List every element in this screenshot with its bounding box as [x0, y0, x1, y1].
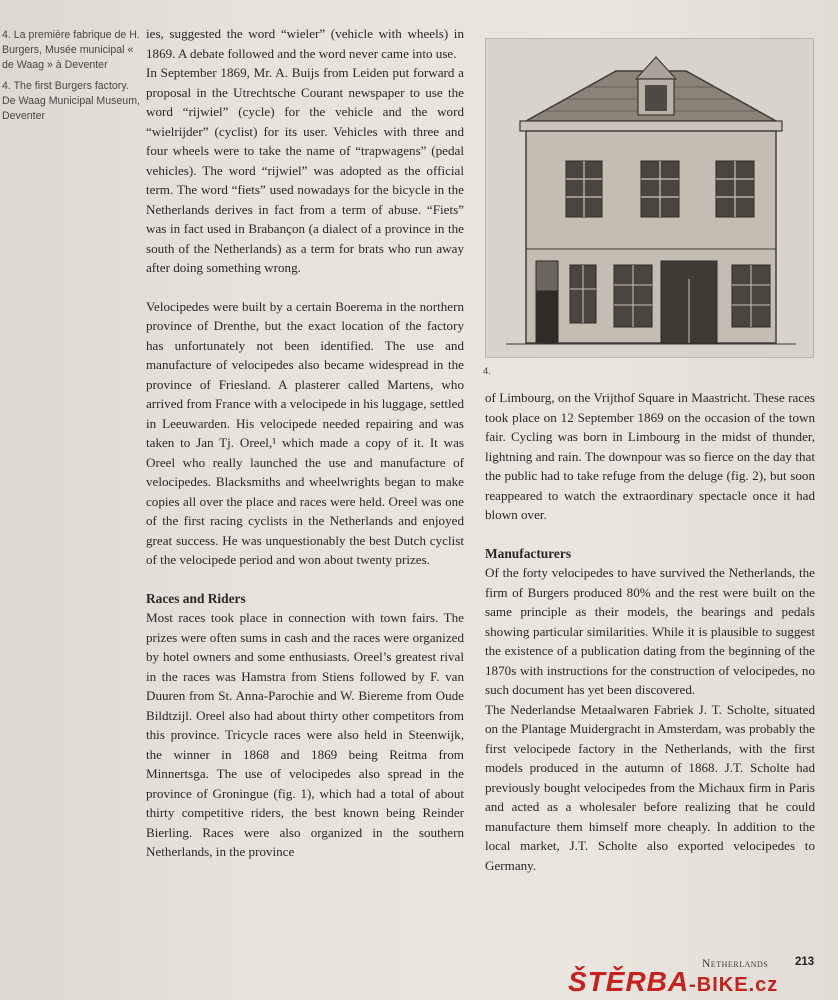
paragraph-word-wieler: ies, suggested the word “wieler” (vehicle with wheels) in 1869. A debate followed and the word never came into use.: [146, 26, 464, 61]
caption-english: 4. The first Burgers factory. De Waag Municipal Museum, Deventer: [2, 80, 140, 122]
caption-french: 4. La première fabrique de H. Burgers, Musée municipal « de Waag » à Deventer: [2, 29, 140, 71]
heading-races-and-riders: Races and Riders: [146, 590, 246, 606]
paragraph-forty-velocipedes: Of the forty velocipedes to have survived the Netherlands, the firm of Burgers produced 80% and the rest were built on the same principle as their models, the bearings and pedals showing particular similarities. While it is plausible to suggest the existence of a publication dating from the beginning of the 1870s with instructions for the construction of velocipedes, no such document has yet been discovered.: [485, 565, 815, 697]
watermark-sub: -BIKE.cz: [689, 974, 779, 996]
heading-manufacturers: Manufacturers: [485, 545, 572, 561]
figure-burgers-factory-drawing: [485, 38, 814, 358]
paragraph-scholte: The Nederlandse Metaalwaren Fabriek J. T. Scholte, situated on the Plantage Muidergracht in Amsterdam, was probably the first velocipede factory in the Netherlands, with the first models produced in the autumn of 1868. J.T. Scholte had previously bought velocipedes from the Michaux firm in Paris and acted as a wholesaler before realizing that he could manufacture them himself more cheaply. In addition to the local market, J.T. Scholte also exported velocipedes to Germany.: [485, 701, 815, 873]
paragraph-boerema: Velocipedes were built by a certain Boerema in the northern province of Drenthe, but the exact location of the factory has unfortunately not been identified. The use and manufacture of velocipedes also became widespread in the province of Friesland. A plasterer called Martens, who arrived from France with a velocipede in his luggage, settled in Leeuwarden. His velocipede needed repairing and was taken to Jan Tj. Oreel,¹ which made a copy of it. It was Oreel who really launched the use and manufacture of velocipedes. Blacksmiths and wheelwrights began to make copies all over the place and races were held. Oreel was one of the first racing cyclists in the Netherlands and enjoyed great success. He was unquestionably the best Dutch cyclist of the velocipede period and won about twenty prizes.: [146, 298, 464, 567]
figure-label: 4.: [483, 366, 491, 377]
factory-building-illustration: [486, 39, 813, 357]
left-text-column: [146, 24, 464, 862]
right-text-column: [485, 388, 815, 875]
running-head: Netherlands: [702, 958, 769, 970]
paragraph-races: Most races took place in connection with town fairs. The prizes were often sums in cash and the races were organized by hotel owners and some enthusiasts. Oreel’s greatest rival in the races was Hamstra from Stiens followed by F. van Duuren from St. Anna-Parochie and W. Biereme from Oude Bildtzijl. Oreel also had about thirty other competitors from this province. Tricycle races were also held in Steenwijk, the winner in 1868 and 1869 being Reitma from Minnertsga. The use of velocipedes also spread in the province of Groningue (fig. 1), which had a total of about thirty competitive riders, the best known being Reinder Bierling. Races were also organized in the southern Netherlands, in the province: [146, 610, 464, 859]
sterba-bike-watermark: [568, 966, 778, 998]
watermark-main: ŠTĚRBA: [568, 966, 690, 997]
paragraph-rijwiel: In September 1869, Mr. A. Buijs from Leiden put forward a proposal in the Utrechtsche Courant newspaper to use the word “rijwiel” (cycle) for the vehicle and the word “wielrijder” (cyclist) for its user. Vehicles with three and four wheels were to take the name of “trapwagens” (pedal vehicles). The word “rijwiel” was adopted as the official term. The word “fiets” used nowadays for the bicycle in the Netherlands derives in fact from a term of abuse. “Fiets” was in fact used in Brabançon (a dialect of a province in the south of the Netherlands) as a term for brats who run away after doing something wrong.: [146, 65, 464, 275]
figure-captions: [2, 28, 142, 130]
page-number: 213: [795, 956, 815, 968]
paragraph-limbourg: of Limbourg, on the Vrijthof Square in Maastricht. These races took place on 12 September 1869 on the occasion of the town fair. Cycling was born in Limbourg in the midst of thunder, lightning and rain. The downpour was so fierce on the day that the public had to take refuge from the deluge (fig. 2), but soon reappeared to watch the extraordinary spectacle once it had blown over.: [485, 390, 815, 522]
